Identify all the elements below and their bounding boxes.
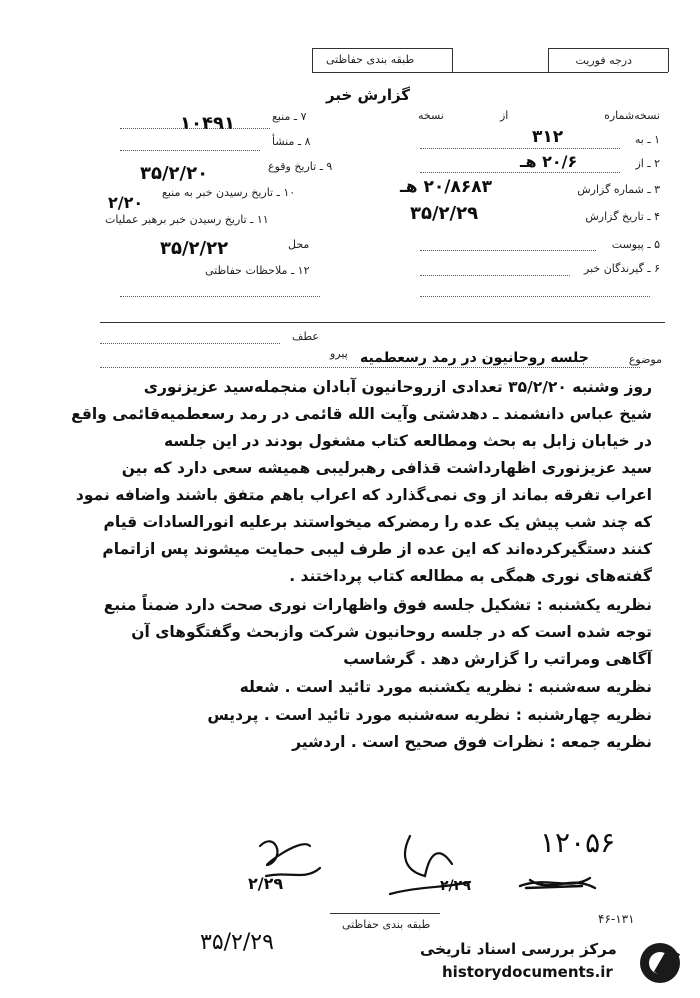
divider	[312, 48, 452, 49]
to-label: ۱ ـ به	[634, 133, 660, 146]
recipients-label: ۶ ـ گیرندگان خبر	[584, 262, 660, 275]
copy-label: نسخه	[418, 109, 444, 122]
body-line: نظریه سه‌شنبه : نظریه یکشنبه مورد تائید است . شعله	[239, 678, 652, 696]
classification-label-bottom: طبقه بندی حفاظتی	[342, 918, 431, 931]
body-line: در خیابان زابل به بحث ومطالعه کتاب مشغول بودند در این جلسه	[164, 432, 652, 450]
report-number-value: ۲۰/۸۶۸۳ هـ	[400, 177, 492, 197]
from-value: ۲۰/۶ هـ	[520, 152, 578, 171]
handwritten-date-1: ۲/۲۹	[248, 874, 284, 893]
reference-label: عطف	[292, 330, 319, 343]
body-line: کنند دستگیرکرده‌اند که این عده از طرف لیبی حمایت میشوند پس ازاتمام	[102, 540, 652, 558]
dotted-line	[420, 296, 650, 297]
subject-label: موضوع	[628, 353, 662, 366]
divider	[312, 72, 668, 73]
urgency-label: درجه فوریت	[575, 54, 632, 67]
source-value: ۱۰۴۹۱	[180, 113, 235, 134]
copy-number-label: نسخه‌شماره	[604, 109, 660, 122]
body-line: نظریه جمعه : نظرات فوق صحیح است . اردشیر	[292, 733, 652, 751]
body-line: نظریه چهارشنبه : نظریه سه‌شنبه مورد تائید است . پردیس	[207, 706, 652, 724]
body-line: گفته‌های نوری همگی به مطالعه کتاب پرداختند .	[289, 567, 652, 585]
handwritten-date-3: ۳۵/۲/۲۹	[200, 930, 274, 955]
body-line: شیخ عباس دانشمند ـ دهدشتی وآیت الله قائمی در رمد رسعطمیه‌قائمی واقع	[71, 405, 652, 423]
document-center-logo-icon	[640, 943, 680, 983]
handwritten-number: ۱۲۰۵۶	[540, 826, 616, 859]
follow-label: پیرو	[330, 347, 348, 360]
section-divider	[100, 322, 665, 323]
dotted-line	[120, 296, 320, 297]
attachment-label: ۵ ـ پیوست	[611, 238, 660, 251]
origin-label: ۸ ـ منشأ	[272, 135, 311, 148]
date-occurred-label: ۹ ـ تاریخ وقوع	[268, 160, 333, 173]
subject-value: جلسه روحانیون در رمد رسعطمیه	[360, 350, 589, 366]
dotted-line	[100, 343, 280, 344]
notes-label: ۱۲ ـ ملاحظات حفاظتی	[205, 264, 310, 277]
body-line: سید عزیزنوری اظهارداشت قذافی رهبرلیبی همیشه سعی دارد که بین	[121, 459, 652, 477]
of-label: از	[500, 109, 509, 122]
to-value: ۳۱۲	[532, 127, 564, 147]
divider	[330, 913, 440, 914]
dotted-line	[420, 250, 596, 251]
dotted-line	[420, 148, 620, 149]
dotted-line	[420, 275, 570, 276]
body-line: روز وشنبه ۳۵/۲/۲۰ تعدادی ازروحانیون آبادان منجمله‌سید عزیزنوری	[143, 378, 652, 396]
signatures-drawing	[230, 816, 630, 926]
report-date-value: ۳۵/۲/۲۹	[410, 203, 479, 224]
date-to-chief-label: ۱۱ ـ تاریخ رسیدن خبر برهبر عملیات	[105, 213, 269, 226]
body-line: نظریه یکشنبه : تشکیل جلسه فوق واظهارات نوری صحت دارد ضمناً منبع	[103, 596, 652, 614]
body-line: اعراب تفرقه بماند از وی ‌نمی‌گذارد که اعراب باهم متفق باشند واضافه نمود	[75, 486, 652, 504]
divider	[548, 48, 549, 72]
handwritten-date-2: ۲/۲۹	[440, 878, 471, 894]
bottom-number: ۴۶-۱۳۱	[598, 912, 635, 926]
report-title: گزارش خبر	[326, 86, 411, 104]
date-to-source-label: ۱۰ ـ تاریخ رسیدن خبر به منبع	[162, 186, 296, 199]
site-url: historydocuments.ir	[442, 963, 613, 981]
place-value: ۳۵/۲/۲۲	[160, 238, 229, 259]
dotted-line	[120, 128, 270, 129]
site-name: مرکز بررسی اسناد تاریخی	[420, 940, 617, 958]
divider	[452, 48, 453, 72]
body-line: توجه شده است که در جلسه روحانیون شرکت وازبحث وگفتگوهای آن	[131, 623, 652, 641]
date-occurred-value: ۳۵/۲/۲۰	[140, 163, 209, 184]
divider	[668, 48, 669, 72]
dotted-line	[120, 150, 260, 151]
body-line: که چند شب پیش یک عده را رمضرکه میخواستند برعلیه انورالسادات قیام	[103, 513, 652, 531]
divider	[312, 48, 313, 72]
source-label: ۷ ـ منبع	[272, 110, 307, 123]
classification-label-top: طبقه بندی حفاظتی	[326, 53, 415, 66]
body-line: آگاهی ومراتب را گزارش دهد . گرشاسب	[343, 650, 652, 668]
from-label: ۲ ـ از	[635, 157, 660, 170]
place-label: محل	[288, 238, 310, 251]
divider	[548, 48, 668, 49]
signature-scribble-left	[260, 841, 320, 876]
dotted-line	[100, 367, 640, 368]
report-date-label: ۴ ـ تاریخ گزارش	[585, 210, 660, 223]
date-to-source-value: ۲/۲۰	[108, 193, 144, 212]
dotted-line	[420, 172, 620, 173]
signature-strike-right	[520, 878, 595, 888]
report-number-label: ۳ ـ شماره گزارش	[577, 183, 660, 196]
